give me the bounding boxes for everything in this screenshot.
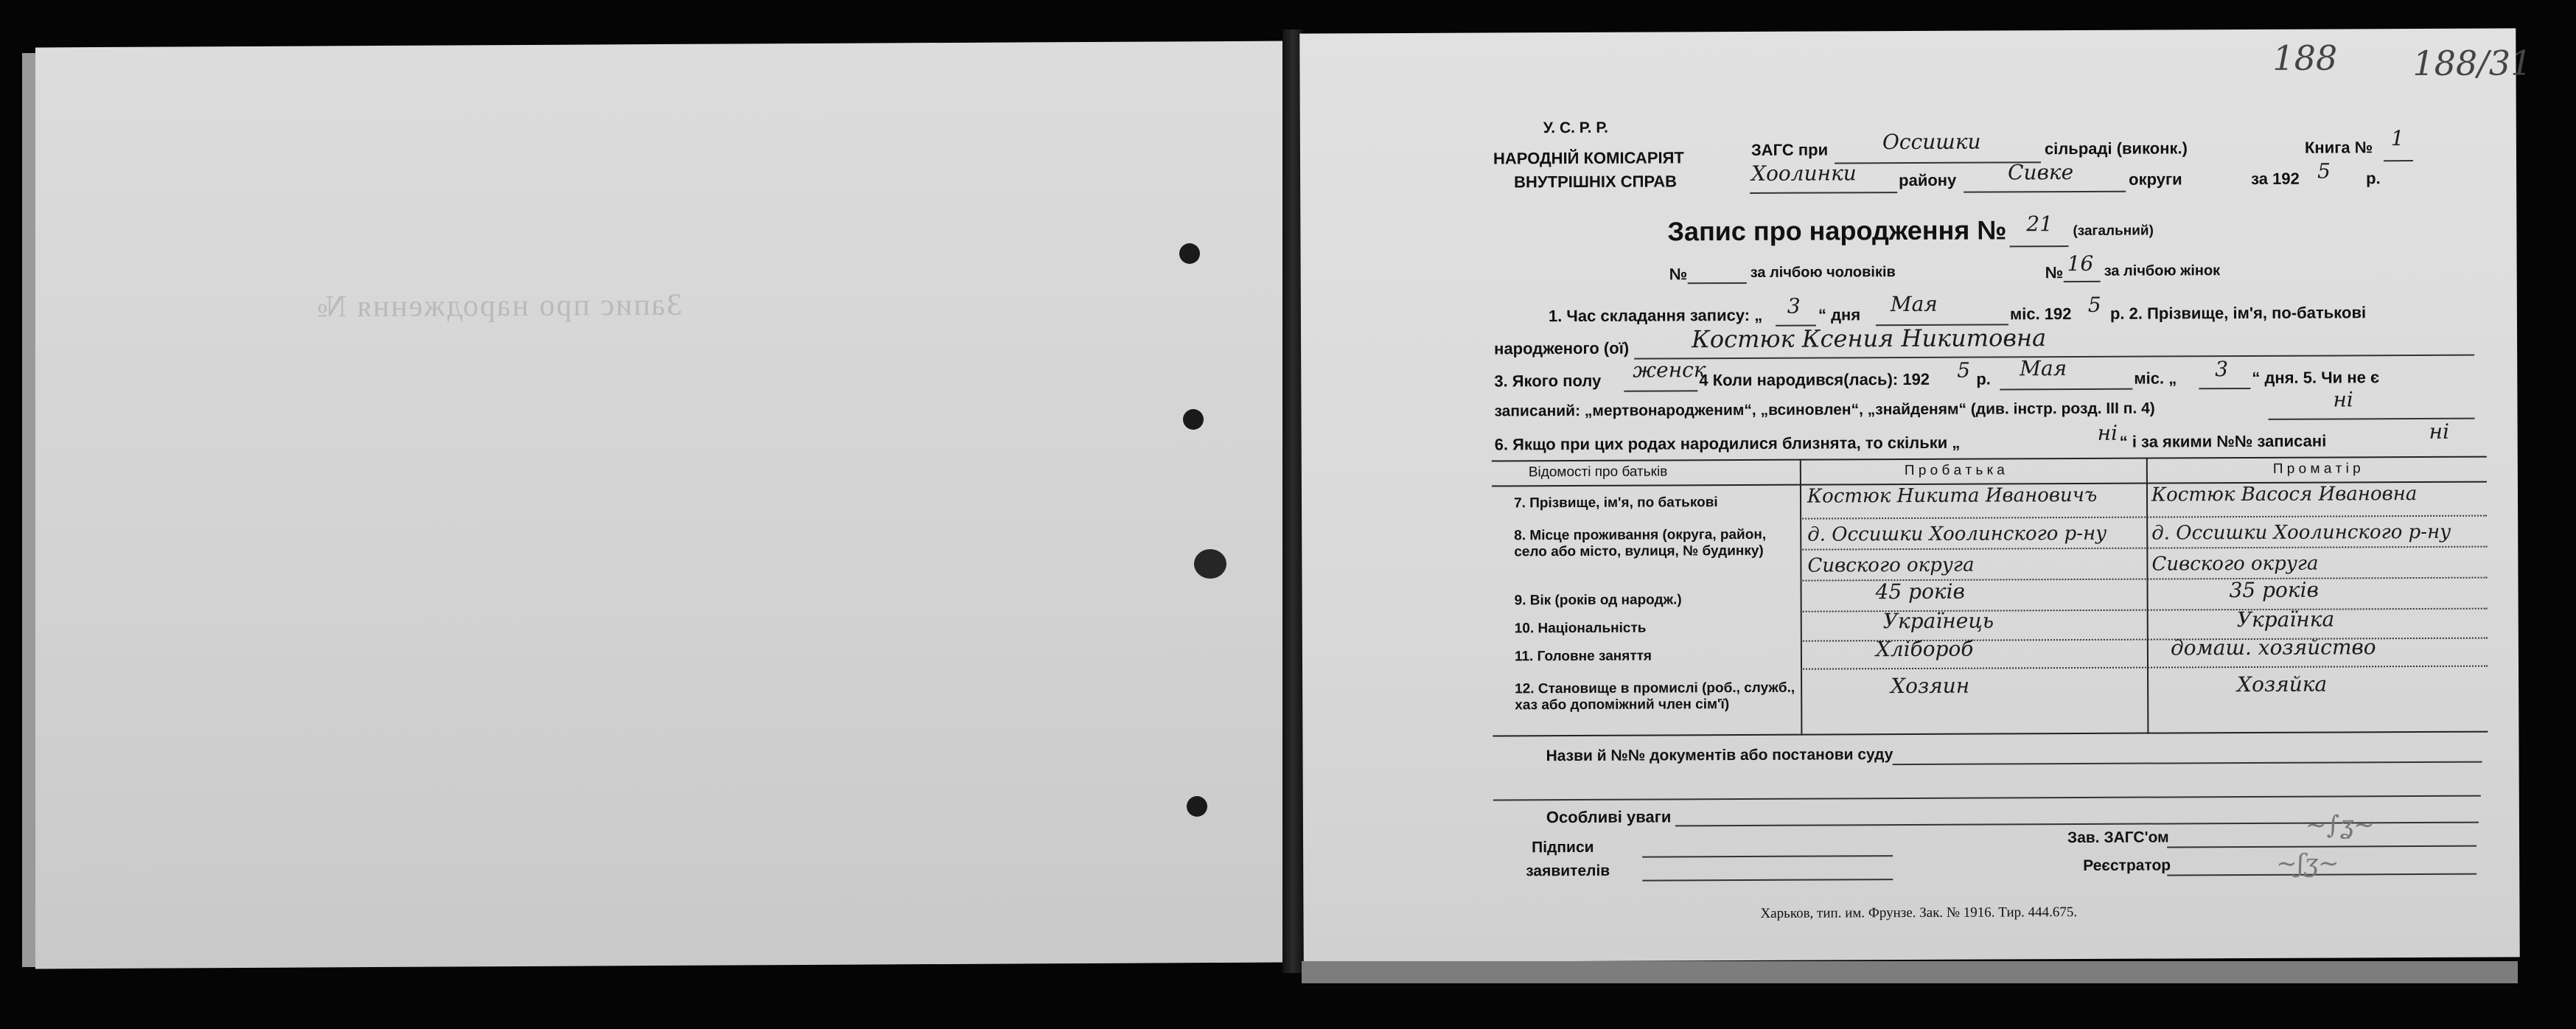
book-number-value: 1: [2390, 126, 2404, 151]
remarks-label: Особливі уваги: [1546, 807, 1672, 827]
binding-hole: [1194, 549, 1226, 579]
raion-suffix: району: [1899, 170, 1957, 190]
mother-value: Костюк Васося Ивановна: [2151, 482, 2418, 506]
field-3-sex-value: женск: [1633, 357, 1706, 383]
year-digit-value: 5: [2317, 158, 2331, 184]
table-bottom-rule: [1493, 731, 2488, 737]
birth-record-form: [1299, 28, 2533, 962]
parents-table: [1492, 456, 2488, 737]
field-4-month-label: міс. „: [2134, 369, 2177, 388]
table-divider-2: [2146, 458, 2149, 734]
field-4-day-line: [2199, 388, 2250, 389]
field-4-month-line: [2000, 388, 2132, 391]
signature-line-1: [1642, 855, 1893, 857]
col-mother-header: П р о м а т і р: [2272, 461, 2361, 477]
row-label: 10. Національність: [1514, 620, 1647, 637]
page-bottom-edge: [1302, 961, 2518, 983]
head-label: Зав. ЗАГС'ом: [2067, 829, 2169, 847]
father-value: Хозяин: [1891, 673, 1970, 699]
mother-value: Хозяйка: [2237, 672, 2328, 697]
field-4-label: 4 Коли народився(лась): 192: [1699, 369, 1930, 390]
row-label: 7. Прізвище, ім'я, по батькові: [1513, 495, 1718, 512]
commissariat-line1: НАРОДНІЙ КОМІСАРІЯТ: [1493, 148, 1684, 168]
binding-hole: [1179, 243, 1200, 264]
field-6-numbers-value: ні: [2429, 419, 2450, 444]
women-counter-label: за лічбою жінок: [2104, 262, 2221, 279]
page-number-main: 188: [2412, 43, 2478, 84]
sheet-number: 188: [2272, 38, 2338, 78]
col-info-header: Відомості про батьків: [1528, 464, 1668, 481]
printer-imprint: Харьков, тип. им. Фрунзе. Зак. № 1916. Тир. 444.675.: [1760, 904, 2078, 921]
republic-label: У. С. Р. Р.: [1543, 119, 1609, 137]
head-signature-scribble: ~∫ʓ~: [2305, 810, 2375, 840]
row-label-text: 12. Становище в промислі (роб., служб., хаз або допоміжний член сім'ї): [1515, 680, 1795, 714]
page-number: [2412, 43, 2532, 83]
field-5-answer-value: ні: [2333, 387, 2353, 412]
women-no-value: 16: [2067, 251, 2094, 276]
field-6-label: 6. Якщо при цих родах народилися близнята, то скільки „: [1494, 433, 1961, 454]
father-value: Українець: [1882, 608, 1994, 634]
row-rule: [1801, 666, 2488, 670]
father-residence-text: д. Оссишки Хоолинского р-ну Сивского округа: [1807, 522, 2107, 577]
signatures-label-2: заявителів: [1526, 862, 1610, 880]
binding-hole: [1183, 409, 1204, 430]
women-no-label: №: [2045, 263, 2064, 282]
registrar-signature-scribble: ~ʃʒ~: [2276, 848, 2339, 879]
signatures-label-1: Підписи: [1532, 838, 1594, 857]
field-3-label: 3. Якого полу: [1494, 371, 1602, 391]
head-signature-line: [2167, 845, 2476, 848]
village-council-suffix: сільраді (виконк.): [2044, 139, 2188, 158]
mother-value: домаш. хозяйство: [2170, 635, 2376, 660]
documents-label: Назви й №№ документів або постанови суду: [1546, 746, 1893, 765]
book-label: Книга №: [2304, 138, 2373, 157]
zags-at-label: ЗАГС при: [1751, 140, 1829, 159]
men-no-line: [1688, 282, 1747, 284]
field-1-year-value: 5: [2087, 292, 2101, 317]
row-label: [1514, 527, 1794, 561]
bleed-through-text: Запис про народження №: [315, 287, 683, 324]
okruga-suffix: округи: [2129, 170, 2182, 189]
field-3-sex-line: [1624, 390, 1697, 391]
field-1-day-label: “ дня: [1818, 305, 1861, 324]
record-number-value: 21: [2026, 212, 2053, 237]
signature-line-2: [1642, 879, 1893, 881]
year-label: за 192: [2251, 169, 2300, 188]
mother-value: 35 років: [2229, 577, 2319, 603]
field-5-label: “ дня. 5. Чи не є: [2252, 368, 2380, 387]
field-1-month-value: Мая: [1890, 291, 1938, 317]
mother-residence-text: д. Оссишки Хоолинского р-ну Сивского округа: [2151, 520, 2451, 576]
year-suffix: р.: [2366, 169, 2381, 188]
row-label: 9. Вік (років од народж.): [1514, 592, 1682, 609]
mother-value: Українка: [2236, 607, 2335, 632]
row-label-text: 8. Місце проживання (округа, район, село або місто, вулиця, № будинку): [1514, 526, 1767, 560]
father-value: Хлібороб: [1875, 636, 1974, 662]
father-value: Костюк Никита Ивановичъ: [1807, 484, 2098, 508]
field-4-year-value: 5: [1957, 357, 1971, 383]
field-1-suffix: р. 2. Прізвище, ім'я, по-батькові: [2109, 303, 2367, 323]
raion-value: Хоолинки: [1751, 161, 1857, 186]
field-1-prefix: 1. Час складання запису: „: [1548, 305, 1763, 326]
okruga-value: Сивке: [2008, 160, 2074, 185]
col-father-header: П р о б а т ь к а: [1904, 462, 2005, 479]
mother-value: [2151, 517, 2487, 580]
men-counter-label: за лічбою чоловіків: [1750, 264, 1896, 281]
field-4-day-value: 3: [2215, 357, 2229, 382]
record-general-label: (загальний): [2073, 223, 2154, 240]
table-divider-1: [1800, 459, 1803, 736]
binding-hole: [1187, 796, 1207, 817]
commissariat-line2: ВНУТРІШНІХ СПРАВ: [1514, 172, 1677, 192]
village-council-value: Оссишки: [1882, 129, 1981, 155]
field-5-options: записаний: „мертвонародженим“, „всиновлен“, „знайденям“ (див. інстр. розд. III п. 4): [1494, 400, 2155, 420]
documents-line-2: [1493, 795, 2481, 801]
record-title: Запис про народження №: [1667, 214, 2007, 247]
men-no-label: №: [1669, 265, 1688, 284]
documents-line: [1893, 761, 2482, 765]
field-1-month-label: міс. 192: [2009, 304, 2072, 324]
row-label: [1515, 680, 1795, 714]
left-page-edge: [22, 53, 37, 967]
field-6-mid: “ і за якими №№ записані: [2119, 431, 2327, 451]
raion-line: [1750, 192, 1897, 194]
page-number-extra: /31: [2477, 43, 2533, 83]
registrar-label: Реєстратор: [2083, 857, 2171, 874]
field-4-year-suffix: р.: [1976, 369, 1991, 388]
left-page-blank: [35, 41, 1291, 969]
women-no-line: [2064, 281, 2101, 282]
father-value: [1807, 518, 2146, 582]
father-value: 45 років: [1875, 579, 1965, 604]
record-number-line: [2010, 245, 2069, 247]
okruga-line: [1964, 191, 2126, 193]
row-label: 11. Головне заняття: [1514, 648, 1652, 665]
field-2-label: народженого (ої): [1494, 338, 1630, 358]
field-6-count-value: ні: [2097, 420, 2118, 445]
field-1-day-value: 3: [1787, 293, 1801, 318]
field-4-month-value: Мая: [2020, 356, 2067, 381]
book-number-line: [2384, 160, 2413, 161]
field-2-name-value: Костюк Ксения Никитовна: [1691, 324, 2047, 354]
